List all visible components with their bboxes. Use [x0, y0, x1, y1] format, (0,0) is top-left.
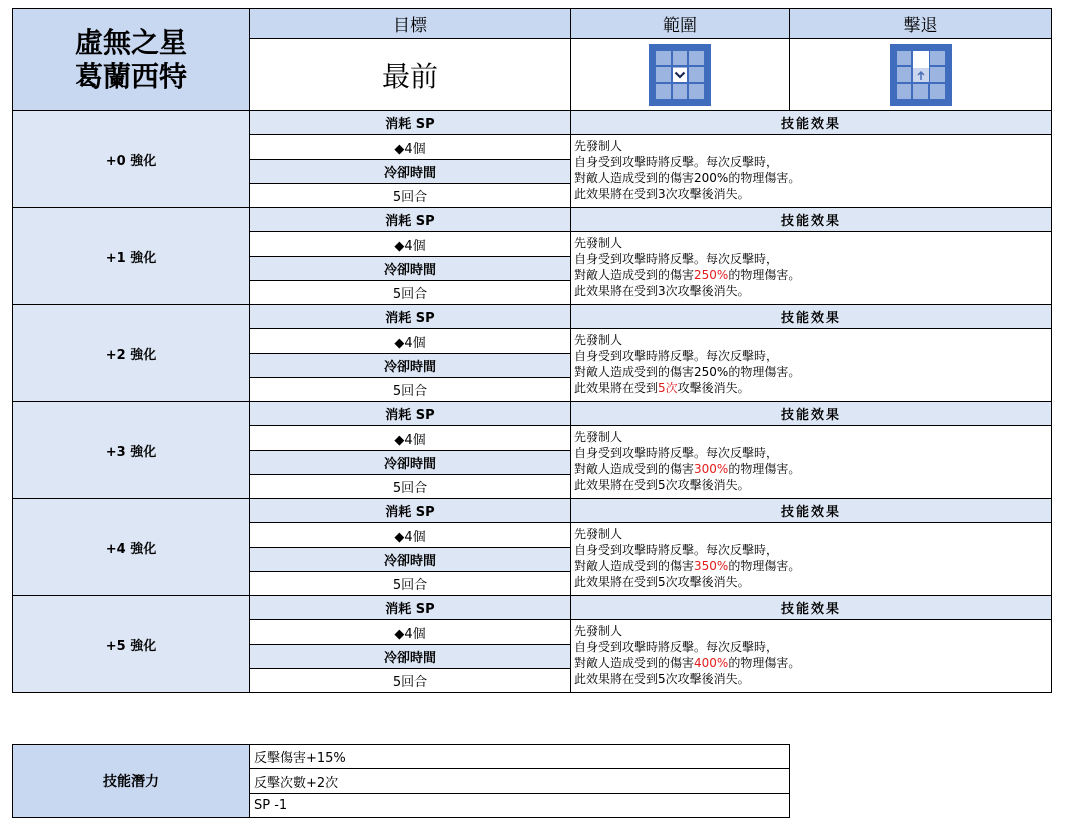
sp-cost-value: ◆4個	[250, 232, 571, 257]
sp-cost-header: 消耗 SP	[250, 111, 571, 135]
sp-cost-value: ◆4個	[250, 620, 571, 645]
effect-line: 自身受到攻擊時將反擊。每次反擊時，	[574, 252, 779, 266]
effect-line: 自身受到攻擊時將反擊。每次反擊時，	[574, 155, 779, 169]
effect-line: 自身受到攻擊時將反擊。每次反擊時，	[574, 543, 779, 557]
effect-line	[574, 671, 1051, 687]
damage-multiplier: 200%	[694, 171, 729, 185]
range-header: 範圍	[571, 9, 790, 39]
skill-effect-header: 技能效果	[571, 402, 1052, 426]
sp-cost-value: ◆4個	[250, 426, 571, 451]
effect-line: 先發制人	[574, 527, 623, 541]
enhance-level-label: +2 強化	[13, 305, 250, 402]
effect-line	[574, 461, 1051, 477]
hit-count: 5次	[658, 478, 678, 492]
sp-cost-header: 消耗 SP	[250, 305, 571, 329]
grid-range-down-arrow-icon	[649, 44, 711, 106]
sp-cost-value: ◆4個	[250, 135, 571, 160]
cooldown-header: 冷卻時間	[250, 257, 571, 281]
sp-cost-value: ◆4個	[250, 523, 571, 548]
effect-line: 先發制人	[574, 139, 623, 153]
potential-table	[12, 744, 790, 818]
cooldown-header: 冷卻時間	[250, 548, 571, 572]
hit-count: 3次	[658, 187, 678, 201]
effect-text: 攻擊後消失。	[677, 478, 750, 492]
effect-line: 先發制人	[574, 236, 623, 250]
effect-line	[574, 558, 1051, 574]
knockback-cell	[790, 39, 1052, 111]
hit-count: 5次	[658, 672, 678, 686]
effect-line	[574, 170, 1051, 186]
sp-cost-value: ◆4個	[250, 329, 571, 354]
effect-text: 攻擊後消失。	[677, 381, 750, 395]
character-name-line2: 葛蘭西特	[74, 59, 187, 93]
damage-multiplier: 250%	[694, 365, 729, 379]
effect-line	[574, 364, 1051, 380]
effect-line	[574, 267, 1051, 283]
skill-effect-text	[571, 620, 1052, 693]
effect-text: 對敵人造成受到的傷害	[574, 656, 695, 670]
cooldown-value: 5回合	[250, 475, 571, 499]
hit-count: 5次	[658, 381, 678, 395]
effect-line	[574, 380, 1051, 396]
skill-effect-text	[571, 329, 1052, 402]
effect-text: 此效果將在受到	[574, 284, 659, 298]
cooldown-header: 冷卻時間	[250, 645, 571, 669]
effect-text: 此效果將在受到	[574, 478, 659, 492]
target-header: 目標	[250, 9, 571, 39]
effect-line: 先發制人	[574, 430, 623, 444]
skill-effect-text	[571, 232, 1052, 305]
effect-line	[574, 477, 1051, 493]
potential-item: 反擊傷害+15%	[250, 745, 790, 769]
cooldown-header: 冷卻時間	[250, 451, 571, 475]
cooldown-header: 冷卻時間	[250, 160, 571, 184]
effect-line: 先發制人	[574, 624, 623, 638]
effect-line	[574, 283, 1051, 299]
grid-knockback-up-arrow-icon	[890, 44, 952, 106]
damage-multiplier: 250%	[694, 268, 729, 282]
effect-text: 此效果將在受到	[574, 575, 659, 589]
knockback-header: 擊退	[790, 9, 1052, 39]
effect-text: 的物理傷害。	[728, 559, 801, 573]
sp-cost-header: 消耗 SP	[250, 402, 571, 426]
effect-text: 對敵人造成受到的傷害	[574, 171, 695, 185]
effect-text: 的物理傷害。	[728, 268, 801, 282]
effect-text: 的物理傷害。	[728, 462, 801, 476]
effect-text: 此效果將在受到	[574, 187, 659, 201]
cooldown-value: 5回合	[250, 281, 571, 305]
skill-effect-text	[571, 426, 1052, 499]
sp-cost-header: 消耗 SP	[250, 499, 571, 523]
effect-text: 的物理傷害。	[728, 171, 801, 185]
effect-text: 攻擊後消失。	[677, 672, 750, 686]
effect-line	[574, 655, 1051, 671]
cooldown-header: 冷卻時間	[250, 354, 571, 378]
character-name-cell	[13, 9, 250, 111]
target-value: 最前	[250, 39, 571, 111]
skill-effect-header: 技能效果	[571, 305, 1052, 329]
effect-line	[574, 186, 1051, 202]
potential-item: 反擊次數+2次	[250, 769, 790, 794]
skill-table	[12, 8, 1052, 693]
enhance-level-label: +3 強化	[13, 402, 250, 499]
enhance-level-label: +5 強化	[13, 596, 250, 693]
effect-text: 對敵人造成受到的傷害	[574, 268, 695, 282]
damage-multiplier: 300%	[694, 462, 729, 476]
skill-effect-header: 技能效果	[571, 208, 1052, 232]
effect-line: 自身受到攻擊時將反擊。每次反擊時，	[574, 446, 779, 460]
potential-label: 技能潛力	[13, 745, 250, 818]
cooldown-value: 5回合	[250, 378, 571, 402]
skill-effect-text	[571, 523, 1052, 596]
hit-count: 5次	[658, 575, 678, 589]
effect-text: 攻擊後消失。	[677, 284, 750, 298]
enhance-level-label: +4 強化	[13, 499, 250, 596]
hit-count: 3次	[658, 284, 678, 298]
range-cell	[571, 39, 790, 111]
skill-effect-header: 技能效果	[571, 499, 1052, 523]
effect-line: 自身受到攻擊時將反擊。每次反擊時，	[574, 349, 779, 363]
cooldown-value: 5回合	[250, 669, 571, 693]
effect-text: 攻擊後消失。	[677, 575, 750, 589]
effect-text: 對敵人造成受到的傷害	[574, 365, 695, 379]
effect-text: 此效果將在受到	[574, 672, 659, 686]
sp-cost-header: 消耗 SP	[250, 208, 571, 232]
skill-effect-header: 技能效果	[571, 111, 1052, 135]
potential-item: SP -1	[250, 794, 790, 818]
enhance-level-label: +0 強化	[13, 111, 250, 208]
effect-line: 先發制人	[574, 333, 623, 347]
effect-text: 攻擊後消失。	[677, 187, 750, 201]
damage-multiplier: 350%	[694, 559, 729, 573]
effect-line	[574, 574, 1051, 590]
character-name-line1: 虛無之星	[74, 25, 187, 59]
damage-multiplier: 400%	[694, 656, 729, 670]
cooldown-value: 5回合	[250, 184, 571, 208]
cooldown-value: 5回合	[250, 572, 571, 596]
effect-text: 對敵人造成受到的傷害	[574, 559, 695, 573]
effect-text: 的物理傷害。	[728, 656, 801, 670]
effect-text: 對敵人造成受到的傷害	[574, 462, 695, 476]
skill-effect-header: 技能效果	[571, 596, 1052, 620]
sp-cost-header: 消耗 SP	[250, 596, 571, 620]
effect-text: 的物理傷害。	[728, 365, 801, 379]
enhance-level-label: +1 強化	[13, 208, 250, 305]
skill-effect-text	[571, 135, 1052, 208]
effect-line: 自身受到攻擊時將反擊。每次反擊時，	[574, 640, 779, 654]
effect-text: 此效果將在受到	[574, 381, 659, 395]
